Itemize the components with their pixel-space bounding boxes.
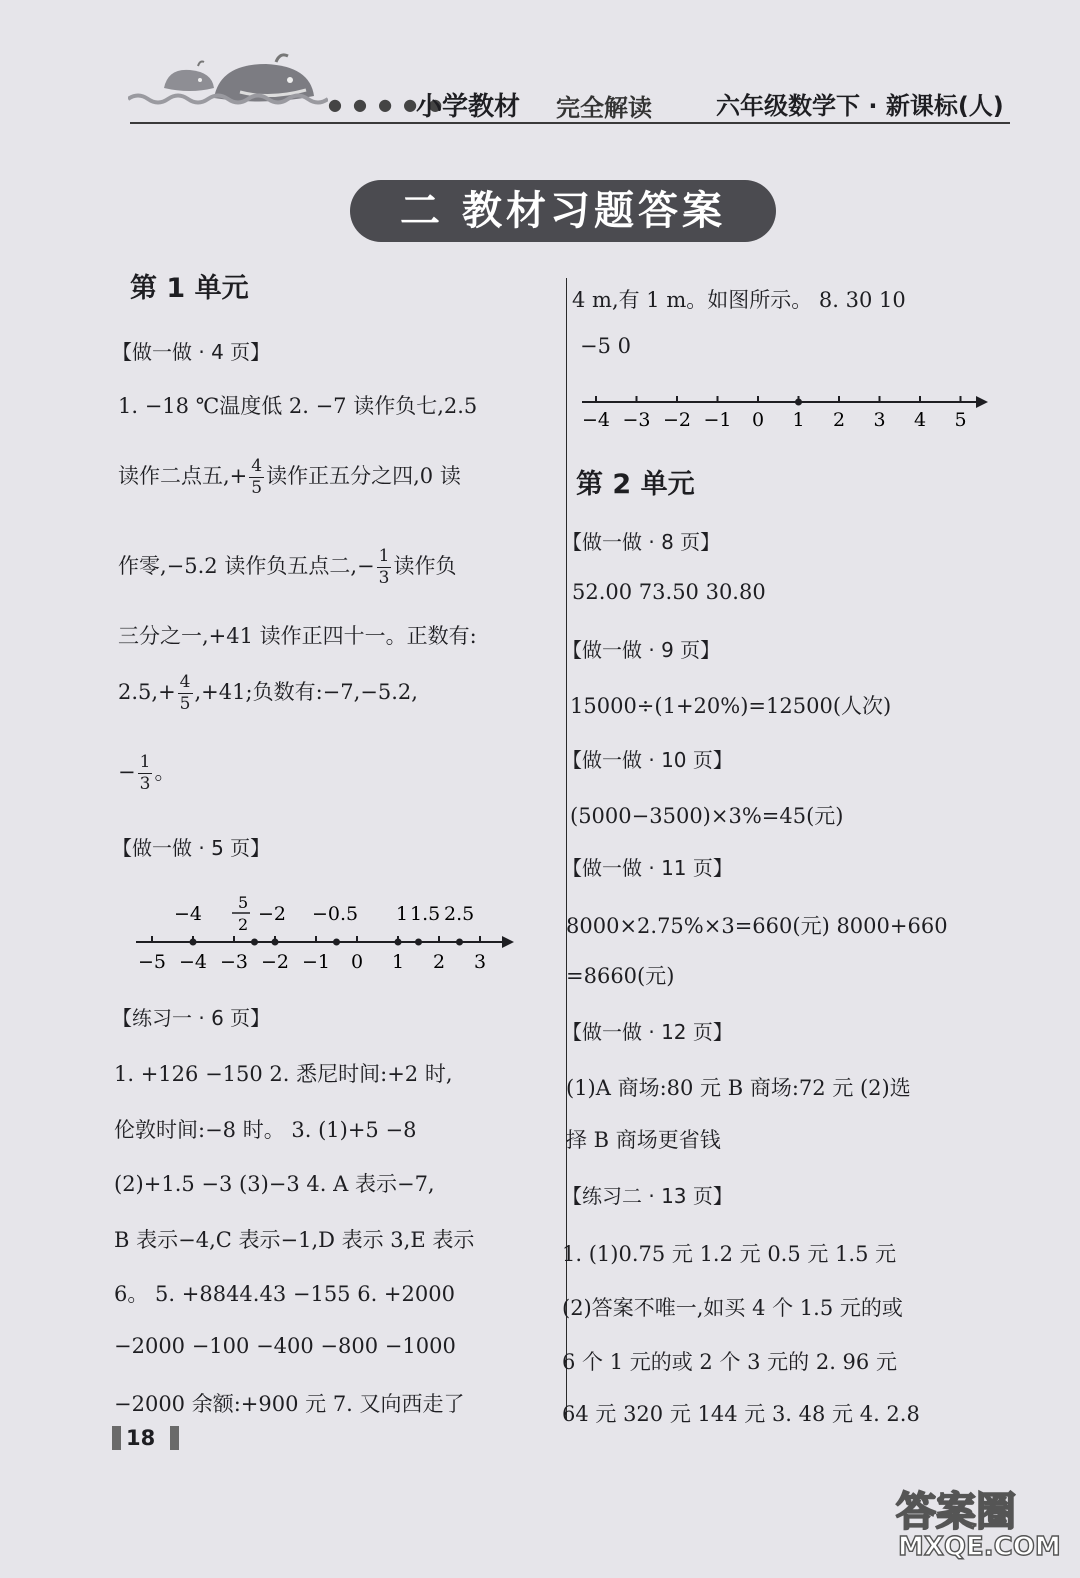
unit-2-title: 第 2 单元 [576,469,695,500]
answer-line: 4 m,有 1 m。如图所示。 8. 30 10 [572,288,906,312]
tick-label: −4 [178,951,208,973]
answer-line: −5 0 [580,334,631,358]
answer-line: −2000 余额:+900 元 7. 又向西走了 [114,1392,465,1416]
answer-line: − $\frac{1}{3}$ 。 [118,752,176,794]
point-dot [333,939,340,946]
answer-line: B 表示−4,C 表示−1,D 表示 3,E 表示 [114,1228,475,1252]
top-label: −4 [174,903,203,925]
page-number: 18 [126,1426,156,1450]
point-dot [251,939,258,946]
point-dot [456,939,463,946]
tick-label: 2 [432,951,446,973]
answer-line: 52.00 73.50 30.80 [572,580,766,604]
number-line-2 [578,380,998,438]
answer-line: 2.5,+ $\frac{4}{5}$ ,+41;负数有:−7,−5.2, [118,672,418,714]
top-label: 2.5 [444,903,475,925]
tick-label: 2 [832,409,846,431]
tick-label: 5 [954,409,967,431]
section-banner: 二 教材习题答案 [350,180,776,242]
header-dots: ● ● ● ● ● [328,95,446,114]
section-heading: 【练习二 · 13 页】 [562,1184,733,1208]
answer-line: 1. (1)0.75 元 1.2 元 0.5 元 1.5 元 [562,1242,897,1266]
answer-line: 择 B 商场更省钱 [566,1128,721,1152]
tick-label: 3 [873,409,886,431]
tick-label: 1 [792,409,805,431]
answer-line: 15000÷(1+20%)=12500(人次) [570,694,892,718]
answer-line: 读作二点五,+ $\frac{4}{5}$ 读作正五分之四,0 读 [118,456,461,498]
tick-label: 1 [391,951,405,973]
unit-1-title: 第 1 单元 [130,273,249,304]
point-dot [272,939,279,946]
section-heading: 【做一做 · 4 页】 [112,340,271,364]
fraction: $\frac{4}{5}$ [251,456,263,498]
section-heading: 【做一做 · 9 页】 [562,638,721,662]
arrow-head [502,936,514,948]
tick-label: −4 [581,409,611,431]
answer-line: 三分之一,+41 读作正四十一。正数有: [118,624,477,648]
wave-decoration [128,92,328,106]
tick-label: 4 [913,409,927,431]
tick-label: 0 [751,409,765,431]
answer-line: 6 个 1 元的或 2 个 3 元的 2. 96 元 [562,1350,897,1374]
answer-line: 伦敦时间:−8 时。 3. (1)+5 −8 [114,1118,417,1142]
tick-label: −2 [260,951,290,973]
answer-line: 作零,−5.2 读作负五点二,− $\frac{1}{3}$ 读作负 [118,546,457,588]
point-dot [795,399,802,406]
fraction-numerator: 5 [238,893,249,912]
section-heading: 【练习一 · 6 页】 [112,1006,271,1030]
answer-line: 1. +126 −150 2. 悉尼时间:+2 时, [114,1062,453,1086]
tick-label: −1 [703,409,732,431]
point-dot [190,939,197,946]
answer-line: (5000−3500)×3%=45(元) [570,804,844,828]
top-label: 1.5 [410,903,441,925]
point-dot [415,939,422,946]
top-label: −0.5 [312,903,359,925]
answer-line: 64 元 320 元 144 元 3. 48 元 4. 2.8 [562,1402,920,1426]
tick-label: −3 [622,409,651,431]
answer-line: (2)+1.5 −3 (3)−3 4. A 表示−7, [114,1172,435,1196]
answer-line: =8660(元) [566,964,675,988]
answer-line: (2)答案不唯一,如买 4 个 1.5 元的或 [562,1296,903,1320]
tick-label: −5 [137,951,167,973]
answer-line: 8000×2.75%×3=660(元) 8000+660 [566,914,948,938]
number-line-1 [130,884,530,980]
watermark-url: MXQE.COM [898,1532,1061,1562]
brand-subtitle: 完全解读 [556,94,652,122]
grade-label: 六年级数学下 · 新课标(人) [716,92,1004,120]
brand-title: 小学教材 [416,92,521,122]
fraction: $\frac{1}{3}$ [378,546,390,588]
tick-label: −1 [301,951,331,973]
fraction-denominator: 2 [238,915,249,934]
answer-line: 1. −18 ℃温度低 2. −7 读作负七,2.5 [118,394,478,418]
arrow-head [976,396,988,408]
tick-label: −3 [219,951,249,973]
top-label: −2 [258,903,287,925]
section-heading: 【做一做 · 11 页】 [562,856,733,880]
watermark-logo: 答案圈 [896,1489,1016,1535]
header-rule [130,122,1010,124]
top-label: 1 [396,903,409,925]
point-dot [395,939,402,946]
answer-line: −2000 −100 −400 −800 −1000 [114,1334,456,1358]
section-heading: 【做一做 · 8 页】 [562,530,721,554]
tick-label: 0 [350,951,364,973]
fraction: $\frac{4}{5}$ [179,672,191,714]
fraction: $\frac{1}{3}$ [139,752,151,794]
page-header [0,0,1080,140]
tick-label: −2 [662,409,692,431]
section-heading: 【做一做 · 10 页】 [562,748,733,772]
section-heading: 【做一做 · 5 页】 [112,836,271,860]
tick-label: 3 [473,951,487,973]
page-number-bar-right [170,1426,179,1450]
answer-line: (1)A 商场:80 元 B 商场:72 元 (2)选 [566,1076,911,1100]
section-heading: 【做一做 · 12 页】 [562,1020,733,1044]
page-number-bar-left [112,1426,121,1450]
answer-line: 6。 5. +8844.43 −155 6. +2000 [114,1282,455,1306]
